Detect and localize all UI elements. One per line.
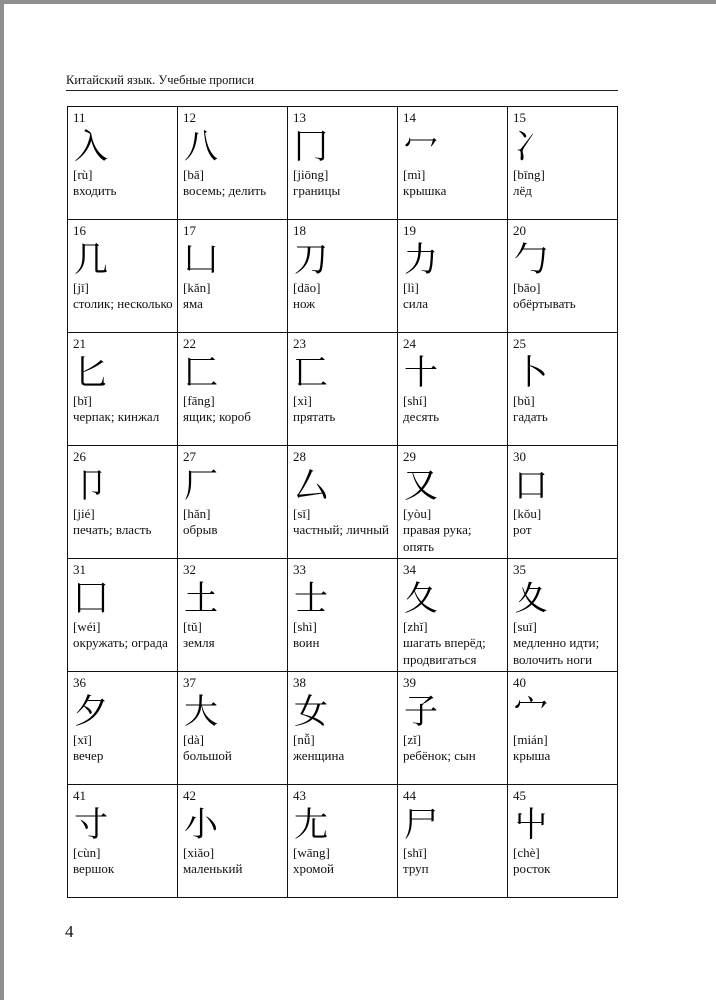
radical-number: 42 <box>183 788 196 803</box>
radical-cell <box>508 785 618 898</box>
radical-pinyin: [tǔ] <box>183 619 202 634</box>
radical-number: 11 <box>73 110 86 125</box>
radical-pinyin: [shí] <box>403 393 427 408</box>
radical-cell <box>508 333 618 446</box>
radical-cell <box>68 785 178 898</box>
radical-meaning: вершок <box>73 861 115 876</box>
document-page <box>4 4 716 1000</box>
radical-pinyin: [kǎn] <box>183 280 211 295</box>
radical-pinyin: [chè] <box>513 845 540 860</box>
radicals-table <box>67 106 618 898</box>
radical-meaning: прятать <box>293 409 336 424</box>
radical-pinyin: [dāo] <box>293 280 321 295</box>
radical-character: 夂 <box>404 579 438 619</box>
radical-meaning: росток <box>513 861 551 876</box>
radical-meaning: вечер <box>73 748 104 763</box>
radical-number: 31 <box>73 562 86 577</box>
radical-cell <box>508 220 618 333</box>
radical-pinyin: [bǐ] <box>73 393 92 408</box>
radical-pinyin: [suī] <box>513 619 537 634</box>
radical-pinyin: [wāng] <box>293 845 330 860</box>
radical-character: 八 <box>184 127 218 167</box>
radical-pinyin: [lì] <box>403 280 419 295</box>
radical-cell <box>288 220 398 333</box>
radical-pinyin: [yòu] <box>403 506 432 521</box>
radical-character: 土 <box>184 579 218 619</box>
radical-meaning: входить <box>73 183 117 198</box>
radical-character: 冖 <box>404 127 438 167</box>
radical-number: 32 <box>183 562 196 577</box>
radical-number: 22 <box>183 336 196 351</box>
radical-meaning: шагать вперёд; продвигаться <box>403 635 486 667</box>
radical-number: 29 <box>403 449 416 464</box>
radical-cell <box>178 446 288 559</box>
radical-meaning: десять <box>403 409 440 424</box>
radical-pinyin: [hǎn] <box>183 506 211 521</box>
radical-character: 女 <box>294 692 328 732</box>
radical-pinyin: [sī] <box>293 506 311 521</box>
radical-cell <box>398 785 508 898</box>
radical-number: 34 <box>403 562 416 577</box>
radical-number: 41 <box>73 788 86 803</box>
radical-number: 23 <box>293 336 306 351</box>
radical-character: 大 <box>184 692 218 732</box>
radical-character: 尢 <box>294 805 328 845</box>
radical-number: 14 <box>403 110 416 125</box>
radical-cell <box>508 559 618 672</box>
radical-character: 囗 <box>74 579 108 619</box>
radical-number: 15 <box>513 110 526 125</box>
radical-pinyin: [shì] <box>293 619 317 634</box>
radical-pinyin: [zǐ] <box>403 732 422 747</box>
radical-pinyin: [bā] <box>183 167 204 182</box>
radical-number: 33 <box>293 562 306 577</box>
radical-character: 卜 <box>514 353 548 393</box>
radical-character: 子 <box>404 692 438 732</box>
radical-cell <box>288 333 398 446</box>
radical-meaning: большой <box>183 748 232 763</box>
radical-cell <box>508 672 618 785</box>
radical-cell <box>288 559 398 672</box>
radical-number: 17 <box>183 223 196 238</box>
radical-meaning: окружать; ограда <box>73 635 168 650</box>
radical-meaning: воин <box>293 635 320 650</box>
radical-character: 宀 <box>514 692 548 732</box>
radical-pinyin: [wéi] <box>73 619 101 634</box>
radical-cell <box>178 785 288 898</box>
radical-number: 40 <box>513 675 526 690</box>
radical-meaning: земля <box>183 635 215 650</box>
radical-character: 匚 <box>184 353 218 393</box>
radical-character: 夊 <box>514 579 548 619</box>
radical-cell <box>68 333 178 446</box>
radical-character: 入 <box>74 127 108 167</box>
radical-meaning: крыша <box>513 748 551 763</box>
radical-meaning: нож <box>293 296 316 311</box>
radical-cell <box>398 446 508 559</box>
radical-number: 44 <box>403 788 416 803</box>
radical-meaning: обёртывать <box>513 296 576 311</box>
radical-meaning: обрыв <box>183 522 218 537</box>
radical-pinyin: [dà] <box>183 732 204 747</box>
radical-cell <box>288 672 398 785</box>
radical-cell <box>288 446 398 559</box>
radical-meaning: печать; власть <box>73 522 152 537</box>
radical-meaning: черпак; кинжал <box>73 409 160 424</box>
radical-meaning: маленький <box>183 861 243 876</box>
radical-number: 13 <box>293 110 306 125</box>
radical-cell <box>178 220 288 333</box>
radical-number: 27 <box>183 449 196 464</box>
radical-cell <box>398 333 508 446</box>
radical-number: 43 <box>293 788 306 803</box>
radical-cell <box>68 107 178 220</box>
radical-number: 16 <box>73 223 86 238</box>
radical-pinyin: [zhǐ] <box>403 619 428 634</box>
radical-pinyin: [bīng] <box>513 167 545 182</box>
radical-pinyin: [bāo] <box>513 280 541 295</box>
radical-character: 力 <box>404 240 438 280</box>
radical-character: 寸 <box>74 805 108 845</box>
radical-meaning: труп <box>403 861 429 876</box>
radical-cell <box>508 446 618 559</box>
radical-number: 24 <box>403 336 416 351</box>
radical-pinyin: [shī] <box>403 845 427 860</box>
radical-pinyin: [nǚ] <box>293 732 315 747</box>
radical-pinyin: [mì] <box>403 167 426 182</box>
radical-meaning: правая рука; опять <box>403 522 472 554</box>
radical-character: 匸 <box>294 353 328 393</box>
radical-cell <box>68 559 178 672</box>
radical-character: 屮 <box>514 805 548 845</box>
radical-pinyin: [jiōng] <box>293 167 329 182</box>
radical-cell <box>288 785 398 898</box>
radical-meaning: крышка <box>403 183 447 198</box>
radical-pinyin: [mián] <box>513 732 548 747</box>
radical-pinyin: [jié] <box>73 506 95 521</box>
radical-meaning: лёд <box>513 183 532 198</box>
radical-number: 21 <box>73 336 86 351</box>
radical-cell <box>398 107 508 220</box>
radical-number: 39 <box>403 675 416 690</box>
running-header: Китайский язык. Учебные прописи <box>66 71 618 91</box>
radical-character: 夕 <box>74 692 108 732</box>
radical-character: 小 <box>184 805 218 845</box>
radical-number: 35 <box>513 562 526 577</box>
radical-character: 十 <box>404 353 438 393</box>
radical-cell <box>178 107 288 220</box>
radical-meaning: ящик; короб <box>183 409 251 424</box>
radical-meaning: восемь; делить <box>183 183 267 198</box>
radical-meaning: частный; личный <box>293 522 389 537</box>
radical-meaning: рот <box>513 522 532 537</box>
radical-character: 凵 <box>184 240 218 280</box>
radical-pinyin: [rù] <box>73 167 93 182</box>
radical-cell <box>68 672 178 785</box>
radical-meaning: медленно идти; волочить ноги <box>513 635 600 667</box>
radical-cell <box>398 559 508 672</box>
radical-cell <box>68 220 178 333</box>
radical-character: 厂 <box>184 466 218 506</box>
radical-character: 几 <box>74 240 108 280</box>
radical-number: 25 <box>513 336 526 351</box>
radical-character: 士 <box>294 579 328 619</box>
radical-meaning: ребёнок; сын <box>403 748 476 763</box>
radical-pinyin: [cùn] <box>73 845 101 860</box>
radical-number: 30 <box>513 449 526 464</box>
radical-character: 尸 <box>404 805 438 845</box>
radical-number: 36 <box>73 675 86 690</box>
radical-character: 又 <box>404 466 438 506</box>
radical-pinyin: [bǔ] <box>513 393 535 408</box>
radical-meaning: границы <box>293 183 341 198</box>
radical-pinyin: [jī] <box>73 280 89 295</box>
radical-meaning: хромой <box>293 861 334 876</box>
radical-pinyin: [xiǎo] <box>183 845 215 860</box>
radical-character: 冂 <box>294 127 328 167</box>
radical-cell <box>398 672 508 785</box>
radical-pinyin: [kǒu] <box>513 506 542 521</box>
radical-pinyin: [xī] <box>73 732 92 747</box>
radical-number: 28 <box>293 449 306 464</box>
radical-meaning: гадать <box>513 409 548 424</box>
radical-cell <box>178 333 288 446</box>
radical-meaning: яма <box>183 296 203 311</box>
radical-number: 18 <box>293 223 306 238</box>
radical-cell <box>178 559 288 672</box>
radical-character: 冫 <box>514 127 548 167</box>
radical-meaning: женщина <box>293 748 345 763</box>
radical-cell <box>288 107 398 220</box>
radical-number: 37 <box>183 675 196 690</box>
radical-character: 匕 <box>74 353 108 393</box>
radical-number: 20 <box>513 223 526 238</box>
radical-pinyin: [xì] <box>293 393 312 408</box>
radical-meaning: столик; несколько <box>73 296 173 311</box>
radical-number: 26 <box>73 449 86 464</box>
radical-number: 45 <box>513 788 526 803</box>
page-number: 4 <box>65 922 74 941</box>
radical-cell <box>508 107 618 220</box>
radical-number: 38 <box>293 675 306 690</box>
radical-character: 厶 <box>294 466 328 506</box>
radical-cell <box>178 672 288 785</box>
radical-number: 19 <box>403 223 416 238</box>
radical-character: 刀 <box>294 240 328 280</box>
radical-number: 12 <box>183 110 196 125</box>
radical-cell <box>68 446 178 559</box>
radical-character: 勹 <box>514 240 548 280</box>
radical-cell <box>398 220 508 333</box>
radical-character: 口 <box>514 466 548 506</box>
radical-pinyin: [fāng] <box>183 393 215 408</box>
radical-character: 卩 <box>74 466 108 506</box>
radical-meaning: сила <box>403 296 428 311</box>
